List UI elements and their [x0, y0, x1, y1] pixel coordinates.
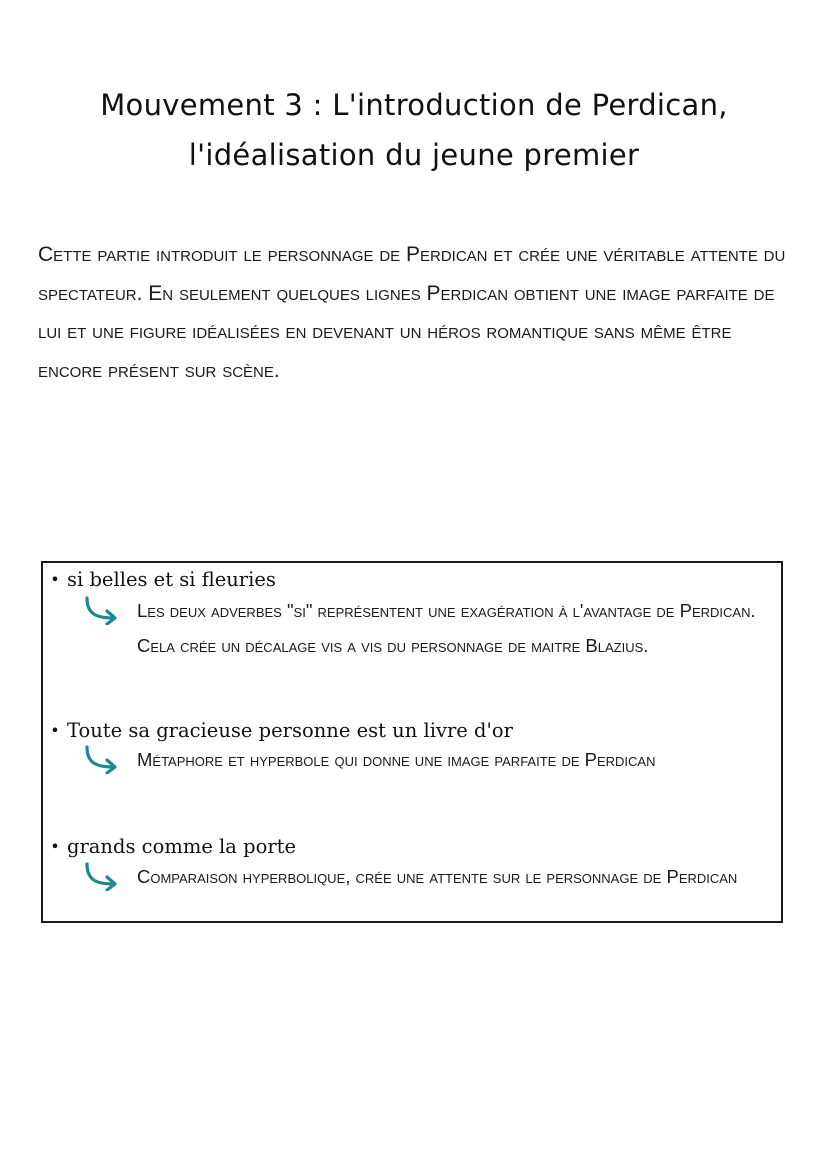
curved-arrow-icon — [83, 744, 123, 774]
intro-paragraph: Cette partie introduit le personnage de Perdican et crée une véritable attente du spectateur. En seulement quelques lignes Perdican obtient une image parfaite de lui et une figure idéalisées en devenant un héros romantique sans même être encore présent sur scène. — [38, 243, 786, 382]
bullet-icon: • — [50, 836, 60, 856]
curved-arrow-icon — [83, 595, 123, 625]
analysis-box — [41, 561, 783, 923]
quote-phrase: si belles et si fleuries — [67, 567, 276, 591]
quote-phrase: grands comme la porte — [67, 834, 297, 858]
analysis-comment: Métaphore et hyperbole qui donne une image parfaite de Perdican — [137, 749, 656, 770]
title-line-2: l'idéalisation du jeune premier — [188, 138, 640, 172]
bullet-icon: • — [50, 569, 60, 589]
title-line-1: Mouvement 3 : L'introduction de Perdican, — [100, 88, 728, 122]
analysis-comment: Les deux adverbes "si" représentent une exagération à l'avantage de Perdican. Cela crée un décalage vis a vis du personnage de maitre Blazius. — [137, 600, 756, 656]
bullet-icon: • — [50, 720, 60, 740]
page-title — [0, 80, 828, 180]
curved-arrow-icon — [83, 861, 123, 891]
analysis-comment: Comparaison hyperbolique, crée une attente sur le personnage de Perdican — [137, 866, 738, 887]
quote-phrase: Toute sa gracieuse personne est un livre d'or — [67, 718, 513, 742]
